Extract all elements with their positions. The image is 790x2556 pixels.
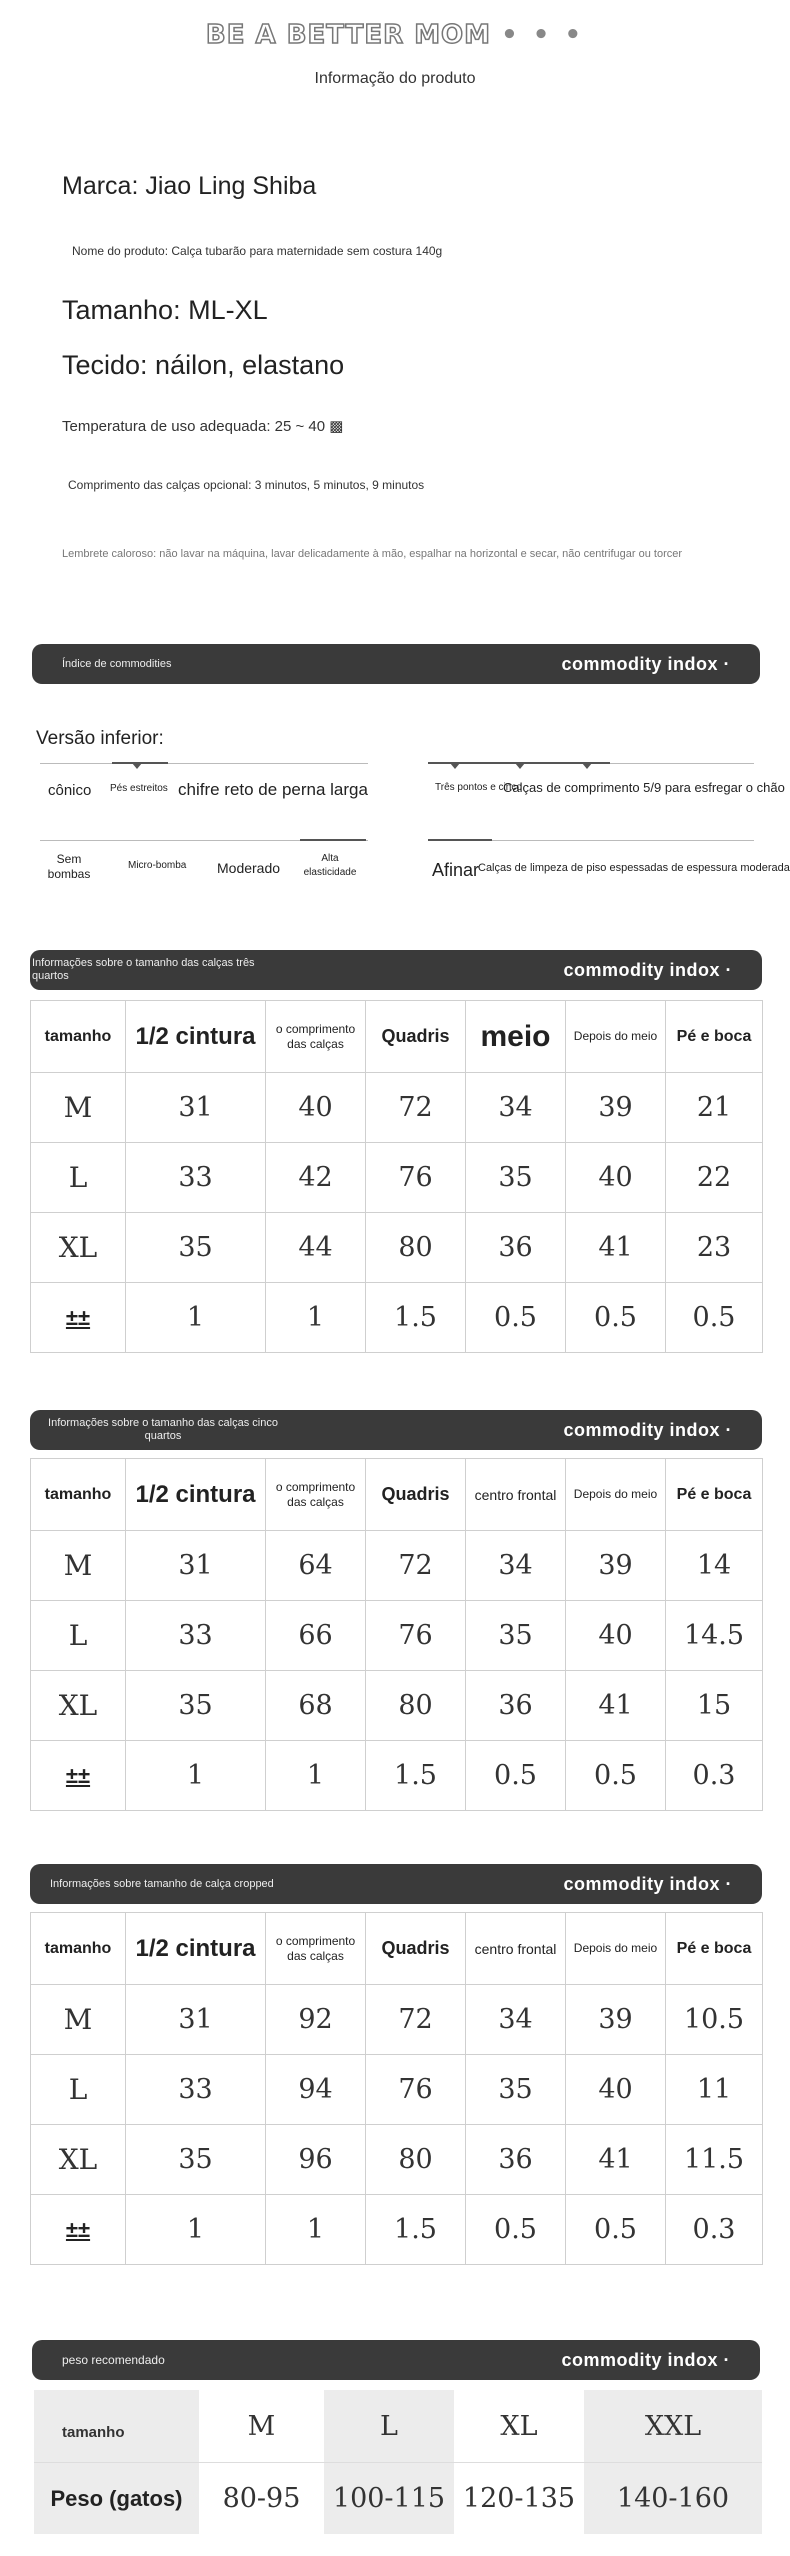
value-cell: 76 <box>366 1601 466 1671</box>
size-cell: XL <box>31 2125 126 2195</box>
value-cell: 39 <box>566 1985 666 2055</box>
size-cell: L <box>31 1143 126 1213</box>
header-size: tamanho <box>31 1913 126 1985</box>
value-cell: 72 <box>366 1073 466 1143</box>
weight-size: XL <box>454 2390 584 2462</box>
value-cell: 1.5 <box>366 1283 466 1353</box>
table-row <box>31 1143 763 1213</box>
value-cell: 21 <box>666 1073 763 1143</box>
bar-label-left: Índice de commodities <box>62 657 172 670</box>
brand-logo <box>0 20 790 50</box>
value-cell: 42 <box>266 1143 366 1213</box>
value-cell: 0.5 <box>566 1741 666 1811</box>
table-row <box>31 2125 763 2195</box>
value-cell: 0.3 <box>666 2195 763 2265</box>
header-length: o comprimento das calças <box>266 1913 366 1985</box>
value-cell: 80 <box>366 2125 466 2195</box>
scale-indicator-4 <box>428 839 492 841</box>
value-cell: 1 <box>266 2195 366 2265</box>
value-cell: 39 <box>566 1073 666 1143</box>
value-cell: 40 <box>566 1143 666 1213</box>
scale-marker <box>132 763 142 769</box>
header-back-rise: Depois do meio <box>566 1459 666 1531</box>
value-cell: 80 <box>366 1213 466 1283</box>
value-cell: 11 <box>666 2055 763 2125</box>
table-header-row <box>31 1459 763 1531</box>
header-back-rise: Depois do meio <box>566 1001 666 1073</box>
value-cell: 35 <box>126 1213 266 1283</box>
style-wide-leg: chifre reto de perna larga <box>178 780 368 799</box>
table-row <box>31 1073 763 1143</box>
value-cell: 31 <box>126 1073 266 1143</box>
header-length: o comprimento das calças <box>266 1459 366 1531</box>
value-cell: 34 <box>466 1073 566 1143</box>
weight-size: L <box>324 2390 454 2462</box>
weight-row-label: Peso (gatos) <box>34 2462 199 2534</box>
weight-header-label: tamanho <box>34 2390 199 2462</box>
size-cell: L <box>31 1601 126 1671</box>
weight-value: 120-135 <box>454 2462 584 2534</box>
value-cell: 44 <box>266 1213 366 1283</box>
value-cell: 14.5 <box>666 1601 763 1671</box>
value-cell: 72 <box>366 1985 466 2055</box>
table-header-row <box>31 1913 763 1985</box>
header-half-waist: 1/2 cintura <box>126 1913 266 1985</box>
value-cell: 0.5 <box>466 1741 566 1811</box>
value-cell: 41 <box>566 2125 666 2195</box>
value-cell: 0.5 <box>566 2195 666 2265</box>
tolerance-cell: ±± <box>31 2195 126 2265</box>
header-hips: Quadris <box>366 1913 466 1985</box>
value-cell: 36 <box>466 1671 566 1741</box>
cropped-size-table <box>30 1912 763 2265</box>
style-conical: cônico <box>48 782 92 799</box>
header-hem: Pé e boca <box>666 1001 763 1073</box>
value-cell: 0.5 <box>466 2195 566 2265</box>
table-header-row <box>31 1001 763 1073</box>
header-back-rise: Depois do meio <box>566 1913 666 1985</box>
value-cell: 33 <box>126 1601 266 1671</box>
header-size: tamanho <box>31 1001 126 1073</box>
five-quarter-size-table <box>30 1458 763 1811</box>
header-hem: Pé e boca <box>666 1913 763 1985</box>
style-floor-length: Calças de comprimento 5/9 para esfregar o chão <box>503 780 785 795</box>
elastic-none: Sem bombas <box>47 852 91 881</box>
bar-label-left: Informações sobre o tamanho das calças cinco quartos <box>48 1417 278 1442</box>
value-cell: 1 <box>126 1283 266 1353</box>
value-cell: 80 <box>366 1671 466 1741</box>
style-three-five: Três pontos e cinco <box>435 782 522 793</box>
product-length-options: Comprimento das calças opcional: 3 minutos, 5 minutos, 9 minutos <box>68 478 425 492</box>
bar-label-right: commodity indox · <box>563 959 732 980</box>
value-cell: 1 <box>126 1741 266 1811</box>
style-narrow-feet: Pés estreitos <box>110 783 168 794</box>
product-fabric: Tecido: náilon, elastano <box>62 350 345 380</box>
tolerance-cell: ±± <box>31 1283 126 1353</box>
table-row <box>31 2055 763 2125</box>
header-hips: Quadris <box>366 1001 466 1073</box>
header-half-waist: 1/2 cintura <box>126 1001 266 1073</box>
weight-size: XXL <box>584 2390 762 2462</box>
value-cell: 22 <box>666 1143 763 1213</box>
weight-bar <box>32 2340 760 2380</box>
table-row <box>31 1531 763 1601</box>
elastic-micro: Micro-bomba <box>128 860 187 871</box>
weight-size-row <box>34 2390 762 2462</box>
value-cell: 96 <box>266 2125 366 2195</box>
scale-marker <box>450 763 460 769</box>
bar-label-right: commodity indox · <box>563 1419 732 1440</box>
value-cell: 35 <box>126 2125 266 2195</box>
table-row <box>31 1671 763 1741</box>
weight-size: M <box>199 2390 324 2462</box>
table-row <box>31 1213 763 1283</box>
tolerance-cell: ±± <box>31 1741 126 1811</box>
value-cell: 40 <box>266 1073 366 1143</box>
scale-marker <box>582 763 592 769</box>
value-cell: 0.5 <box>666 1283 763 1353</box>
value-cell: 0.5 <box>466 1283 566 1353</box>
value-cell: 64 <box>266 1531 366 1601</box>
value-cell: 1 <box>266 1283 366 1353</box>
scale-indicator-3 <box>300 839 366 841</box>
value-cell: 1 <box>126 2195 266 2265</box>
value-cell: 92 <box>266 1985 366 2055</box>
weight-value: 80-95 <box>199 2462 324 2534</box>
five-quarter-size-bar <box>30 1410 762 1450</box>
value-cell: 1.5 <box>366 1741 466 1811</box>
value-cell: 10.5 <box>666 1985 763 2055</box>
value-cell: 41 <box>566 1213 666 1283</box>
three-quarter-size-bar <box>30 950 762 990</box>
scale-line-left-1 <box>40 763 368 764</box>
table-row <box>31 1985 763 2055</box>
size-cell: M <box>31 1531 126 1601</box>
header-hips: Quadris <box>366 1459 466 1531</box>
value-cell: 34 <box>466 1531 566 1601</box>
size-cell: L <box>31 2055 126 2125</box>
value-cell: 1.5 <box>366 2195 466 2265</box>
header-front-rise: centro frontal <box>466 1913 566 1985</box>
size-cell: M <box>31 1985 126 2055</box>
header-length: o comprimento das calças <box>266 1001 366 1073</box>
size-cell: XL <box>31 1671 126 1741</box>
bar-label-left: Informações sobre tamanho de calça cropped <box>50 1877 274 1890</box>
cropped-size-bar <box>30 1864 762 1904</box>
value-cell: 72 <box>366 1531 466 1601</box>
value-cell: 40 <box>566 1601 666 1671</box>
value-cell: 40 <box>566 2055 666 2125</box>
thickness-moderate: Calças de limpeza de piso espessadas de espessura moderada <box>478 862 790 874</box>
value-cell: 33 <box>126 2055 266 2125</box>
value-cell: 36 <box>466 2125 566 2195</box>
header-size: tamanho <box>31 1459 126 1531</box>
product-name: Nome do produto: Calça tubarão para maternidade sem costura 140g <box>72 244 443 258</box>
value-cell: 41 <box>566 1671 666 1741</box>
product-size: Tamanho: ML-XL <box>62 295 268 325</box>
bar-label-right: commodity indox · <box>563 1873 732 1894</box>
value-cell: 39 <box>566 1531 666 1601</box>
page-subtitle: Informação do produto <box>314 70 476 87</box>
value-cell: 36 <box>466 1213 566 1283</box>
value-cell: 35 <box>466 1601 566 1671</box>
weight-table <box>34 2390 762 2534</box>
value-cell: 76 <box>366 1143 466 1213</box>
bar-label-left: peso recomendado <box>62 2352 165 2367</box>
value-cell: 35 <box>466 1143 566 1213</box>
commodity-index-bar <box>32 644 760 684</box>
lower-version-label: Versão inferior: <box>36 728 164 749</box>
elastic-high: Alta elasticidade <box>303 853 357 878</box>
value-cell: 0.3 <box>666 1741 763 1811</box>
value-cell: 14 <box>666 1531 763 1601</box>
bar-label-left: Informações sobre o tamanho das calças três quartos <box>32 957 255 982</box>
product-brand: Marca: Jiao Ling Shiba <box>62 172 317 200</box>
header-hem: Pé e boca <box>666 1459 763 1531</box>
value-cell: 31 <box>126 1985 266 2055</box>
header-front-rise: centro frontal <box>466 1459 566 1531</box>
value-cell: 0.5 <box>566 1283 666 1353</box>
value-cell: 1 <box>266 1741 366 1811</box>
value-cell: 31 <box>126 1531 266 1601</box>
value-cell: 15 <box>666 1671 763 1741</box>
elastic-moderate: Moderado <box>217 860 281 876</box>
value-cell: 11.5 <box>666 2125 763 2195</box>
table-row <box>31 1741 763 1811</box>
table-row <box>31 2195 763 2265</box>
weight-value-row <box>34 2462 762 2534</box>
value-cell: 94 <box>266 2055 366 2125</box>
value-cell: 23 <box>666 1213 763 1283</box>
brand-text: BE A BETTER MOM <box>205 20 492 50</box>
value-cell: 35 <box>126 1671 266 1741</box>
table-row <box>31 1601 763 1671</box>
value-cell: 76 <box>366 2055 466 2125</box>
weight-value: 140-160 <box>584 2462 762 2534</box>
header-half-waist: 1/2 cintura <box>126 1459 266 1531</box>
care-reminder: Lembrete caloroso: não lavar na máquina, lavar delicadamente à mão, espalhar na horizontal e secar, não centrifugar ou torcer <box>62 548 683 560</box>
value-cell: 35 <box>466 2055 566 2125</box>
brand-dots: • • • <box>501 20 585 50</box>
value-cell: 66 <box>266 1601 366 1671</box>
three-quarter-size-table <box>30 1000 763 1353</box>
value-cell: 33 <box>126 1143 266 1213</box>
size-cell: M <box>31 1073 126 1143</box>
value-cell: 68 <box>266 1671 366 1741</box>
thickness-thin: Afinar <box>432 860 480 880</box>
table-row <box>31 1283 763 1353</box>
product-temperature: Temperatura de uso adequada: 25 ~ 40 ▩ <box>62 418 344 435</box>
value-cell: 34 <box>466 1985 566 2055</box>
weight-value: 100-115 <box>324 2462 454 2534</box>
scale-marker <box>515 763 525 769</box>
size-cell: XL <box>31 1213 126 1283</box>
bar-label-right: commodity indox · <box>561 2349 730 2370</box>
bar-label-right: commodity indox · <box>561 653 730 674</box>
header-middle: meio <box>466 1001 566 1073</box>
